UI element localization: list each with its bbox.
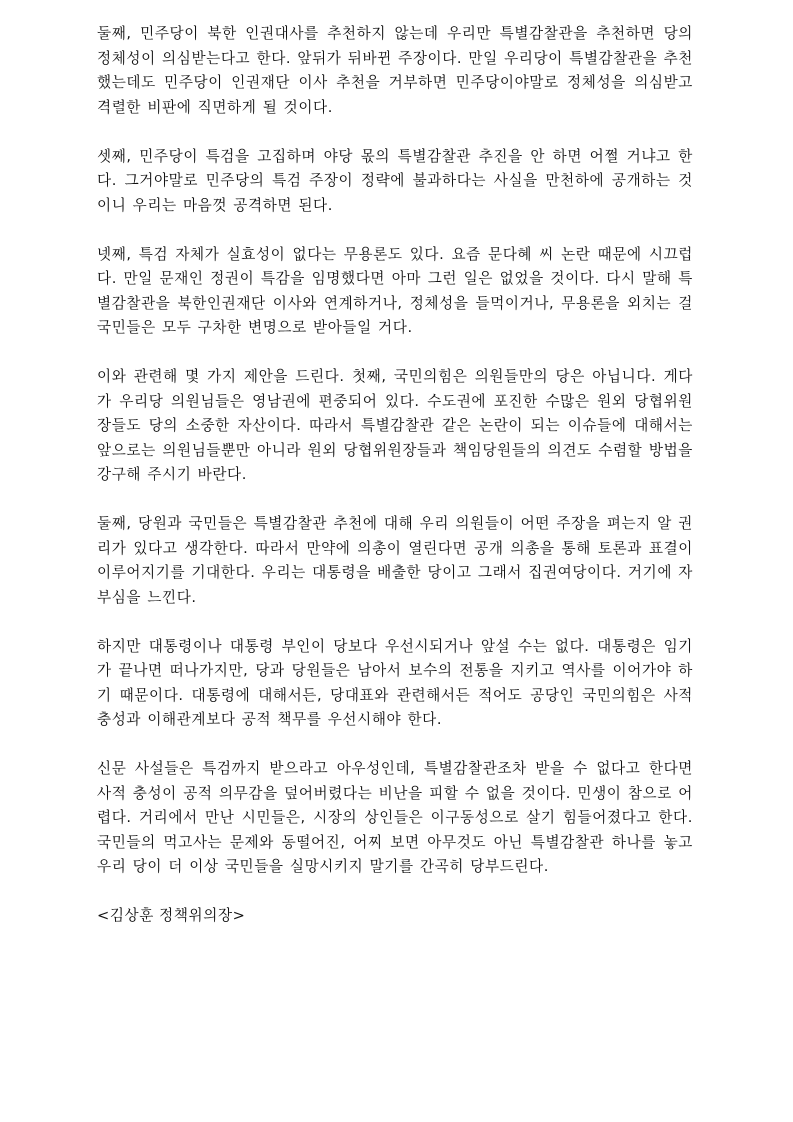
paragraph-proposal-first: 이와 관련해 몇 가지 제안을 드린다. 첫째, 국민의힘은 의원들만의 당은 아닙니다. 게다가 우리당 의원님들은 영남권에 편중되어 있다. 수도권에 포진한 수많은 원외 당협위원장들도 당의 소중한 자산이다. 따라서 특별감찰관 같은 논란이 되는 이슈들에 대해서는 앞으로는 의원님들뿐만 아니라 원외 당협위원장들과 책임당원들의 의견도 수렴할 방법을 강구해 주시기 바란다. [97,368,693,483]
signature: <김상훈 정책위의장> [97,907,246,924]
paragraph-president-priority: 하지만 대통령이나 대통령 부인이 당보다 우선시되거나 앞설 수는 없다. 대통령은 임기가 끝나면 떠나가지만, 당과 당원들은 남아서 보수의 전통을 지키고 역사를 이어가야 하기 때문이다. 대통령에 대해서든, 당대표와 관련해서든 적어도 공당인 국민의힘은 사적 충성과 이해관계보다 공적 책무를 우선시해야 한다. [97,637,693,728]
paragraph-proposal-second: 둘째, 당원과 국민들은 특별감찰관 추천에 대해 우리 의원들이 어떤 주장을 펴는지 알 권리가 있다고 생각한다. 따라서 만약에 의총이 열린다면 공개 의총을 통해 토론과 표결이 이루어지기를 기대한다. 우리는 대통령을 배출한 당이고 그래서 집권여당이다. 거기에 자부심을 느낀다. [97,515,693,606]
document-body [97,22,693,929]
paragraph-conclusion: 신문 사설들은 특검까지 받으라고 아우성인데, 특별감찰관조차 받을 수 없다고 한다면 사적 충성이 공적 의무감을 덮어버렸다는 비난을 피할 수 없을 것이다. 민생이 참으로 어렵다. 거리에서 만난 시민들은, 시장의 상인들은 이구동성으로 살기 힘들어졌다고 한다. 국민들의 먹고사는 문제와 동떨어진, 어찌 보면 아무것도 아닌 특별감찰관 하나를 놓고 우리 당이 더 이상 국민들을 실망시키지 말기를 간곡히 당부드린다. [97,760,693,875]
paragraph-second-point: 둘째, 민주당이 북한 인권대사를 추천하지 않는데 우리만 특별감찰관을 추천하면 당의 정체성이 의심받는다고 한다. 앞뒤가 뒤바뀐 주장이다. 만일 우리당이 특별감찰관을 추천했는데도 민주당이 인권재단 이사 추천을 거부하면 민주당이야말로 정체성을 의심받고 격렬한 비판에 직면하게 될 것이다. [97,25,693,116]
paragraph-third-point: 셋째, 민주당이 특검을 고집하며 야당 몫의 특별감찰관 추진을 안 하면 어쩔 거냐고 한다. 그거야말로 민주당의 특검 주장이 정략에 불과하다는 사실을 만천하에 공개하는 것이니 우리는 마음껏 공격하면 된다. [97,147,693,214]
paragraph-fourth-point: 넷째, 특검 자체가 실효성이 없다는 무용론도 있다. 요즘 문다혜 씨 논란 때문에 시끄럽다. 만일 문재인 정권이 특감을 임명했다면 아마 그런 일은 없었을 것이다. 다시 말해 특별감찰관을 북한인권재단 이사와 연계하거나, 정체성을 들먹이거나, 무용론을 외치는 걸 국민들은 모두 구차한 변명으로 받아들일 거다. [97,245,693,336]
